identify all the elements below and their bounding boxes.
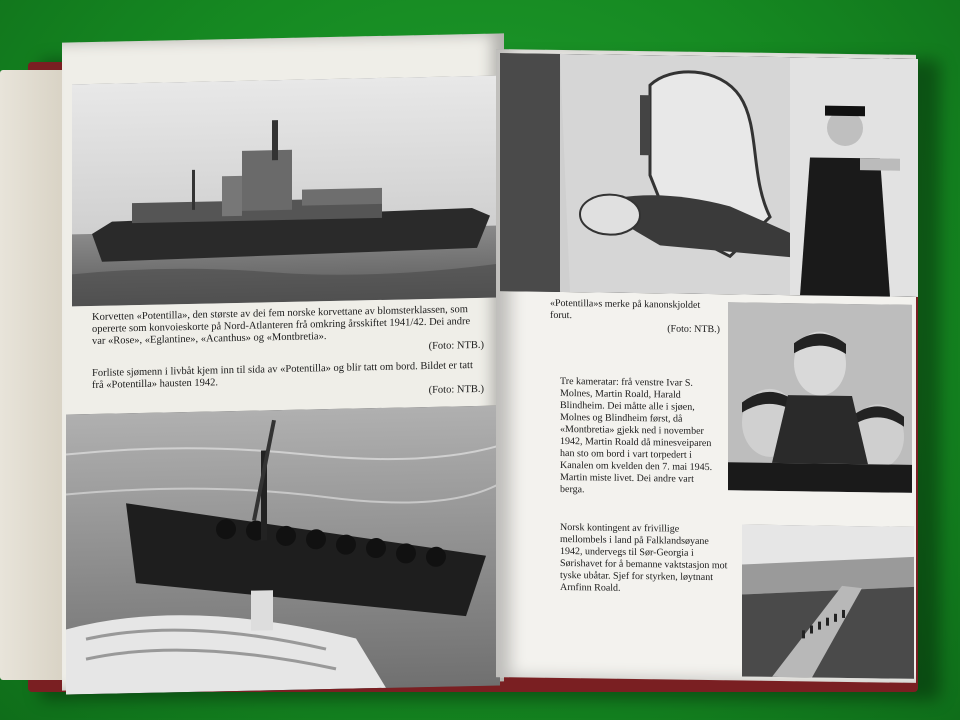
- caption-falklands: [560, 522, 728, 596]
- falklands-photo: [742, 525, 914, 679]
- left-page: [62, 33, 504, 690]
- lifeboat-photo: [66, 405, 500, 694]
- caption-emblem-text: «Potentilla»s merke på kanonskjoldet forut.: [550, 297, 701, 322]
- caption-corvette: [92, 304, 484, 360]
- caption-emblem-credit: (Foto: NTB.): [667, 323, 720, 336]
- corvette-photo: [72, 75, 500, 306]
- caption-lifeboat-text: Forliste sjømenn i livbåt kjem inn til sida av «Potentilla» og blir tatt om bord. Bildet er tatt frå «Potentilla» hausten 1942.: [92, 360, 473, 392]
- caption-comrades-text: Tre kameratar: frå venstre Ivar S. Molnes, Martin Roald, Harald Blindheim. Dei måtte alle i sjøen, Molnes og Blindheim først, då «Montbretia» gjekk ned i november 1942, Martin Roald då minesveiparen han sto om bord i vart torpedert i Kanalen om kvelden den 7. mai 1945. Martin miste livet. Dei andre vart berga.: [560, 375, 713, 496]
- caption-emblem: [550, 298, 720, 336]
- comrades-photo: [728, 302, 912, 493]
- caption-corvette-credit: (Foto: NTB.): [428, 339, 484, 352]
- caption-lifeboat-credit: (Foto: NTB.): [428, 383, 484, 396]
- caption-falklands-text: Norsk kontingent av frivillige mellombels i land på Falklandsøyane 1942, undervegs til Sør-Georgia i Sørishavet for å bemanne vaktstasjon mot tyske ubåtar. Sjef for styrken, løytnant Arnfinn Roald.: [560, 521, 728, 594]
- caption-corvette-text: Korvetten «Potentilla», den største av dei fem norske korvettane av blomsterklassen, som opererte som konvoieskorte på Nord-Atlanteren frå omkring årsskiftet 1941/42. Dei andre var «Rose», «Eglantine», «Acanthus» og «Montbretia».: [92, 304, 471, 348]
- emblem-photo: [500, 53, 918, 297]
- caption-comrades: [560, 376, 718, 498]
- caption-lifeboat: [92, 360, 484, 404]
- right-page: [496, 49, 916, 683]
